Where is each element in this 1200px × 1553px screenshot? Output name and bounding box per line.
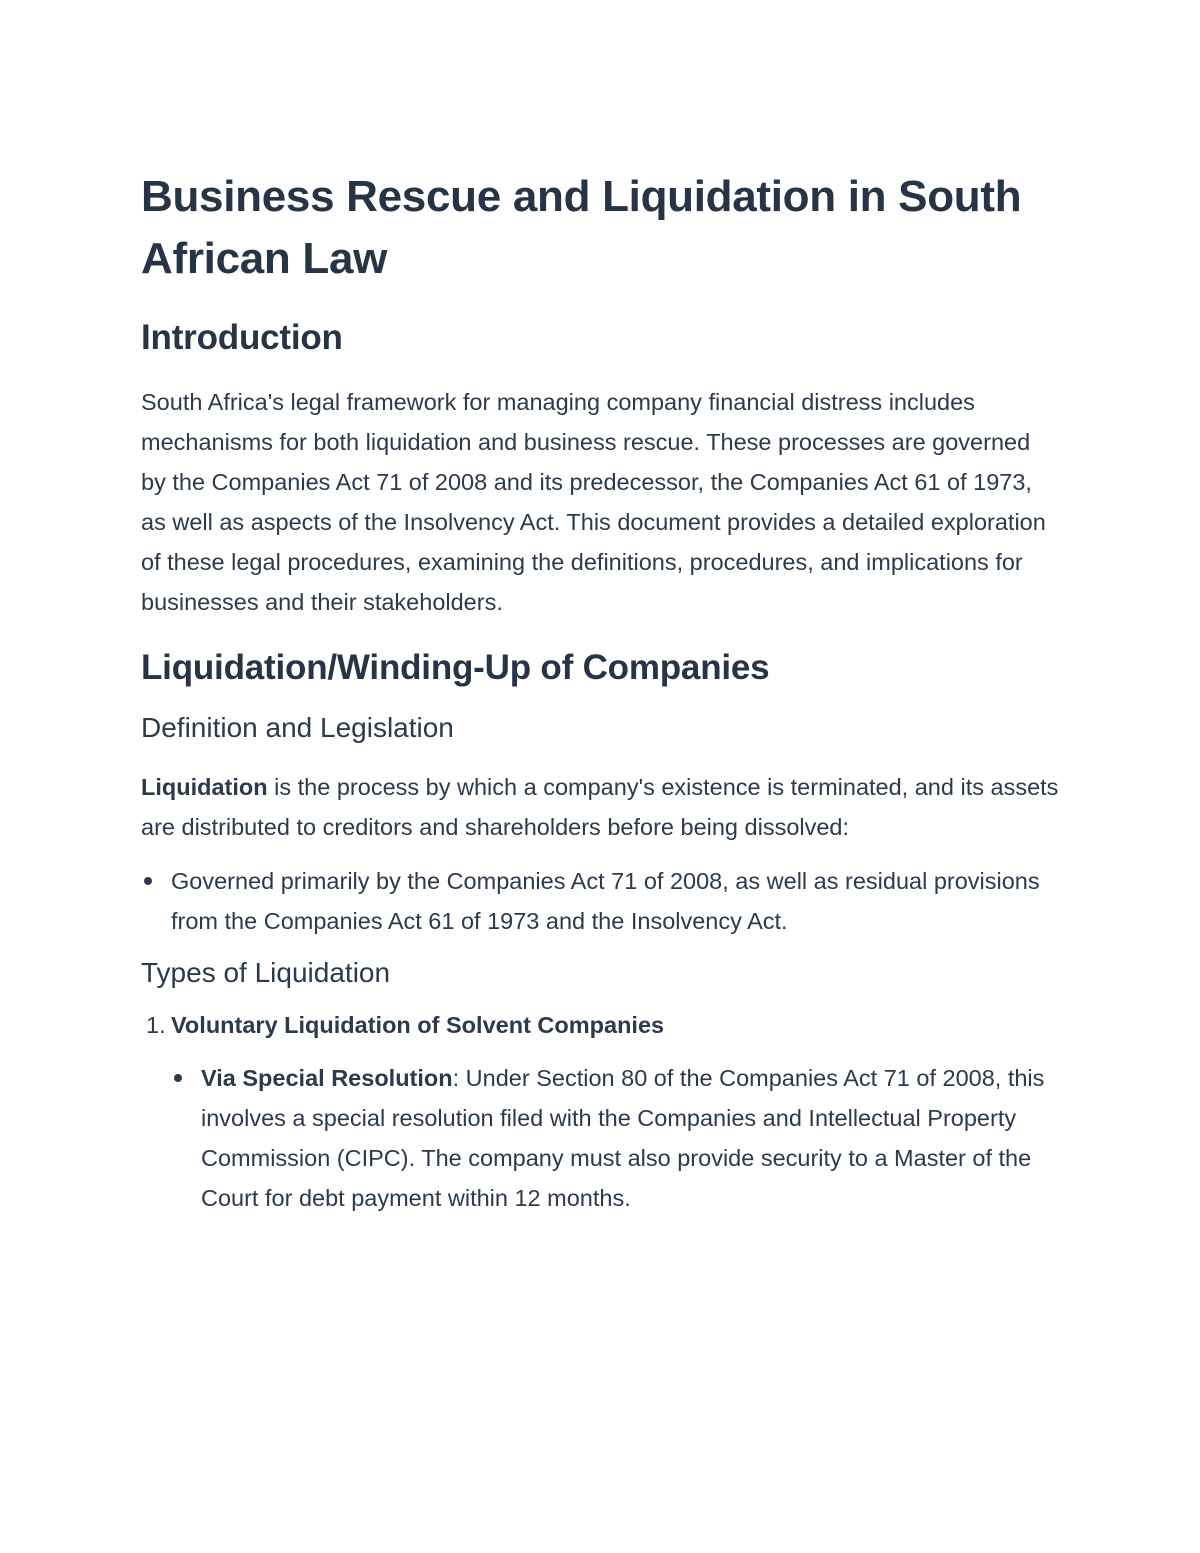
definition-paragraph [141, 767, 1061, 847]
definition-text: is the process by which a company's existence is terminated, and its assets are distributed to creditors and shareholders before being dissolved: [141, 774, 1059, 840]
list-item [141, 861, 1061, 941]
list-item [171, 1058, 1061, 1218]
definition-bullet-list [141, 861, 1061, 941]
numbered-item [141, 1005, 1061, 1218]
types-numbered-list [141, 1005, 1061, 1218]
sub-item-text: : Under Section 80 of the Companies Act 71 of 2008, this involves a special resolution filed with the Companies and Intellectual Property Commission (CIPC). The company must also provide security to a Master of the Court for debt payment within 12 months. [201, 1065, 1045, 1211]
document-page [141, 166, 1061, 1218]
document-title: Business Rescue and Liquidation in South African Law [141, 172, 1022, 283]
heading-liquidation: Liquidation/Winding-Up of Companies [141, 648, 770, 687]
heading-introduction: Introduction [141, 318, 343, 357]
list-item-text: Governed primarily by the Companies Act 71 of 2008, as well as residual provisions from the Companies Act 61 of 1973 and the Insolvency Act. [171, 868, 1040, 934]
definition-term: Liquidation [141, 774, 268, 800]
introduction-paragraph: South Africa's legal framework for managing company financial distress includes mechanisms for both liquidation and business rescue. These processes are governed by the Companies Act 71 of 2008 and its predecessor, the Companies Act 61 of 1973, as well as aspects of the Insolvency Act. This document provides a detailed exploration of these legal procedures, examining the definitions, procedures, and implications for businesses and their stakeholders. [141, 389, 1046, 615]
sub-item-label: Via Special Resolution [201, 1065, 453, 1091]
bullet-icon [144, 877, 152, 885]
subheading-definition: Definition and Legislation [141, 712, 454, 743]
sub-bullet-list [171, 1058, 1061, 1218]
item-title: Voluntary Liquidation of Solvent Companies [171, 1012, 665, 1038]
bullet-icon [174, 1074, 182, 1082]
item-number: 1. [146, 1012, 166, 1038]
subheading-types: Types of Liquidation [141, 957, 391, 988]
